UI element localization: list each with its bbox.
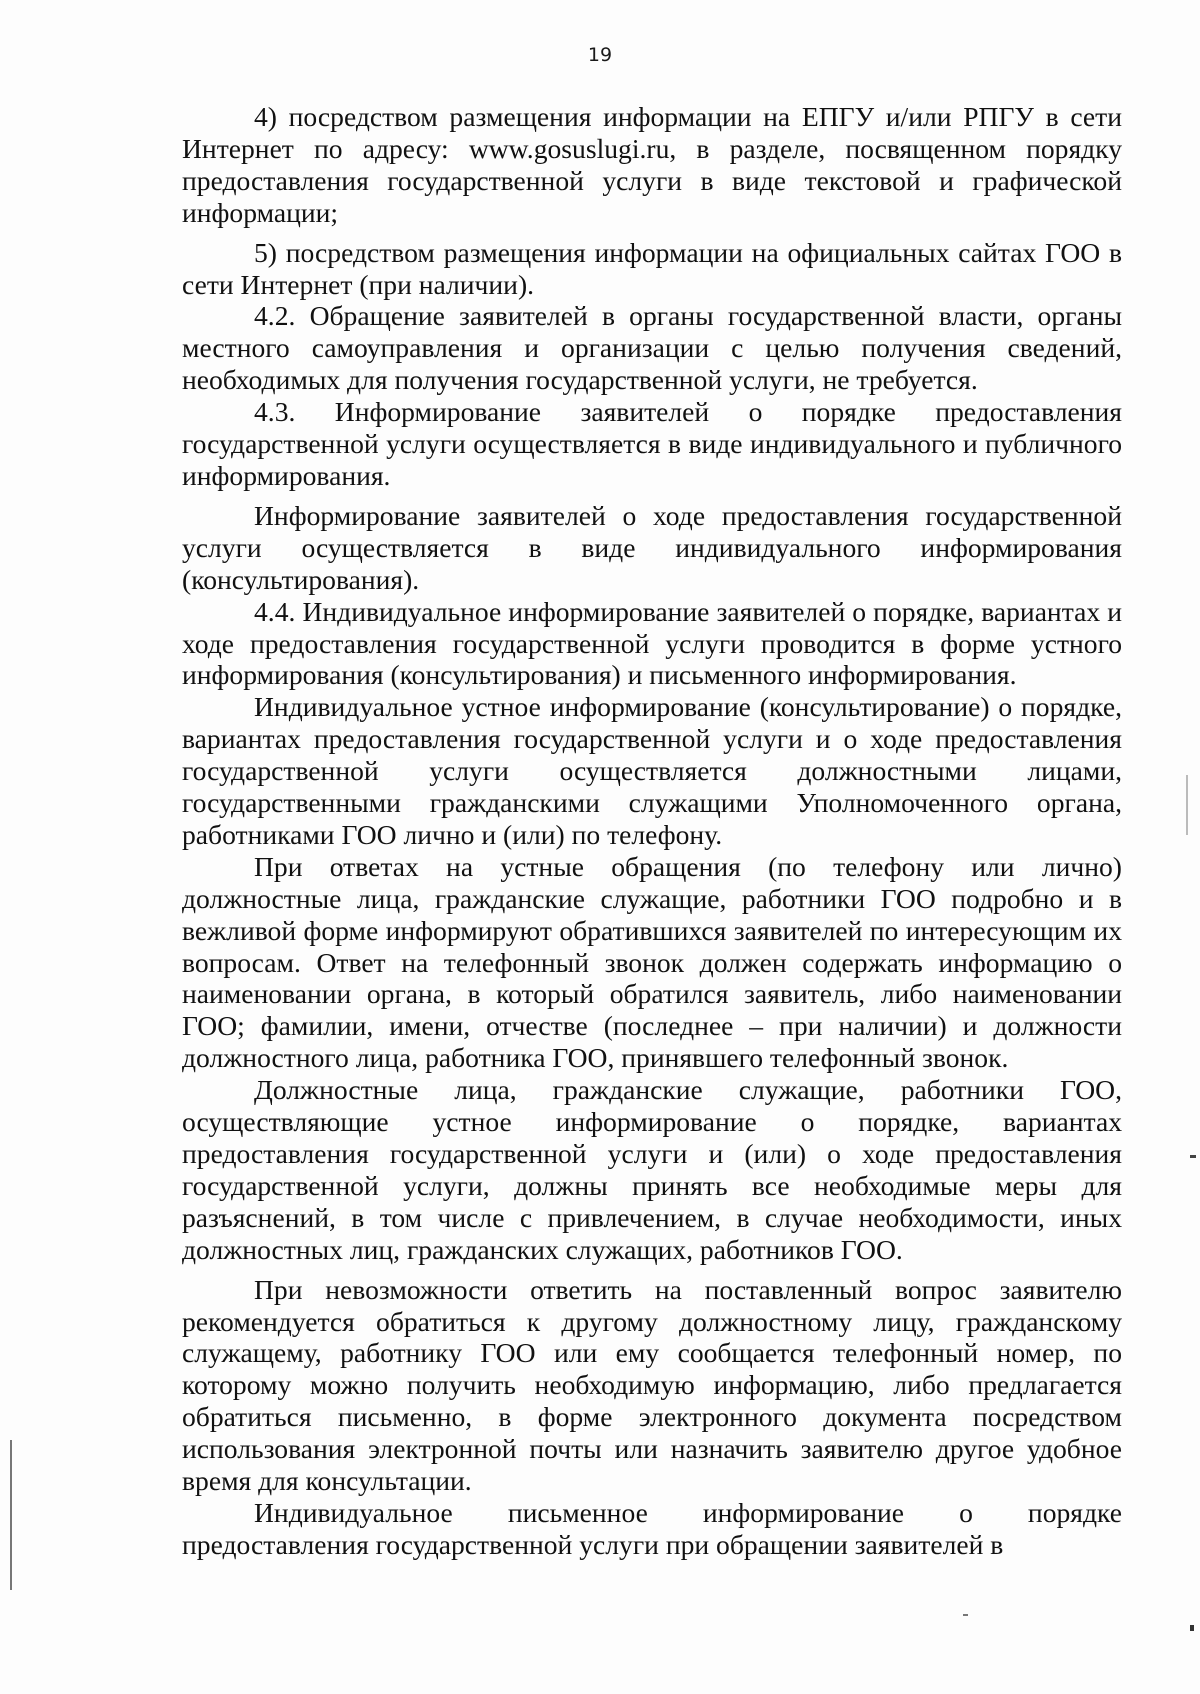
paragraph-informing-progress: Информирование заявителей о ходе предоставления государственной услуги осуществляется в виде индивидуального информирования (консультирования). (182, 499, 1122, 595)
scan-artifact-left-line (10, 1440, 12, 1590)
paragraph-unable-answer: При невозможности ответить на поставленный вопрос заявителю рекомендуется обратиться к другому должностному лицу, гражданскому служащему, работнику ГОО или ему сообщается телефонный номер, по которому можно получить необходимую информацию, либо предлагается обратиться письменно, в форме электронного документа посредством использования электронной почты или назначить заявителю другое удобное время для консультации. (182, 1273, 1122, 1497)
paragraph-4-3: 4.3. Информирование заявителей о порядке предоставления государственной услуги осуществляется в виде индивидуального и публичного информирования. (182, 396, 1122, 491)
document-body (182, 101, 1122, 1561)
paragraph-oral-answers: При ответах на устные обращения (по телефону или лично) должностные лица, гражданские служащие, работники ГОО подробно и в вежливой форме информируют обратившихся заявителей по интересующим их вопросам. Ответ на телефонный звонок должен содержать информацию о наименовании органа, в который обратился заявитель, либо наименовании ГОО; фамилии, имени, отчестве (последнее – при наличии) и должности должностного лица, работника ГОО, принявшего телефонный звонок. (182, 850, 1122, 1074)
paragraph-4-4: 4.4. Индивидуальное информирование заявителей о порядке, вариантах и ходе предоставления государственной услуги проводится в форме устного информирования (консультирования) и письменного информирования. (182, 595, 1122, 691)
paragraph-4-2: 4.2. Обращение заявителей в органы государственной власти, органы местного самоуправления и организации с целью получения сведений, необходимых для получения государственной услуги, не требуется. (182, 300, 1122, 396)
scan-artifact-right-dots (1186, 775, 1188, 835)
scan-artifact-corner-mark (1190, 1625, 1194, 1631)
paragraph-individual-written: Индивидуальное письменное информирование о порядке предоставления государственной услуги при обращении заявителей в (182, 1496, 1122, 1560)
paragraph-officials-measures: Должностные лица, гражданские служащие, работники ГОО, осуществляющие устное информирование о порядке, вариантах предоставления государственной услуги и (или) о ходе предоставления государственной услуги, должны принять все необходимые меры для разъяснений, в том числе с привлечением, в случае необходимости, иных должностных лиц, гражданских служащих, работников ГОО. (182, 1074, 1122, 1265)
paragraph-individual-oral: Индивидуальное устное информирование (консультирование) о порядке, вариантах предоставления государственной услуги и о ходе предоставления государственной услуги осуществляется должностными лицами, государственными гражданскими служащими Уполномоченного органа, работниками ГОО лично и (или) по телефону. (182, 691, 1122, 850)
paragraph-item-5: 5) посредством размещения информации на официальных сайтах ГОО в сети Интернет (при наличии). (182, 236, 1122, 300)
scan-artifact-right-mark (1190, 1155, 1196, 1158)
scan-artifact-bottom-dot (963, 1614, 968, 1616)
page-number: 19 (587, 44, 613, 66)
paragraph-item-4: 4) посредством размещения информации на ЕПГУ и/или РПГУ в сети Интернет по адресу: www.gosuslugi.ru, в разделе, посвященном порядку предоставления государственной услуги в виде текстовой и графической информации; (182, 101, 1122, 228)
